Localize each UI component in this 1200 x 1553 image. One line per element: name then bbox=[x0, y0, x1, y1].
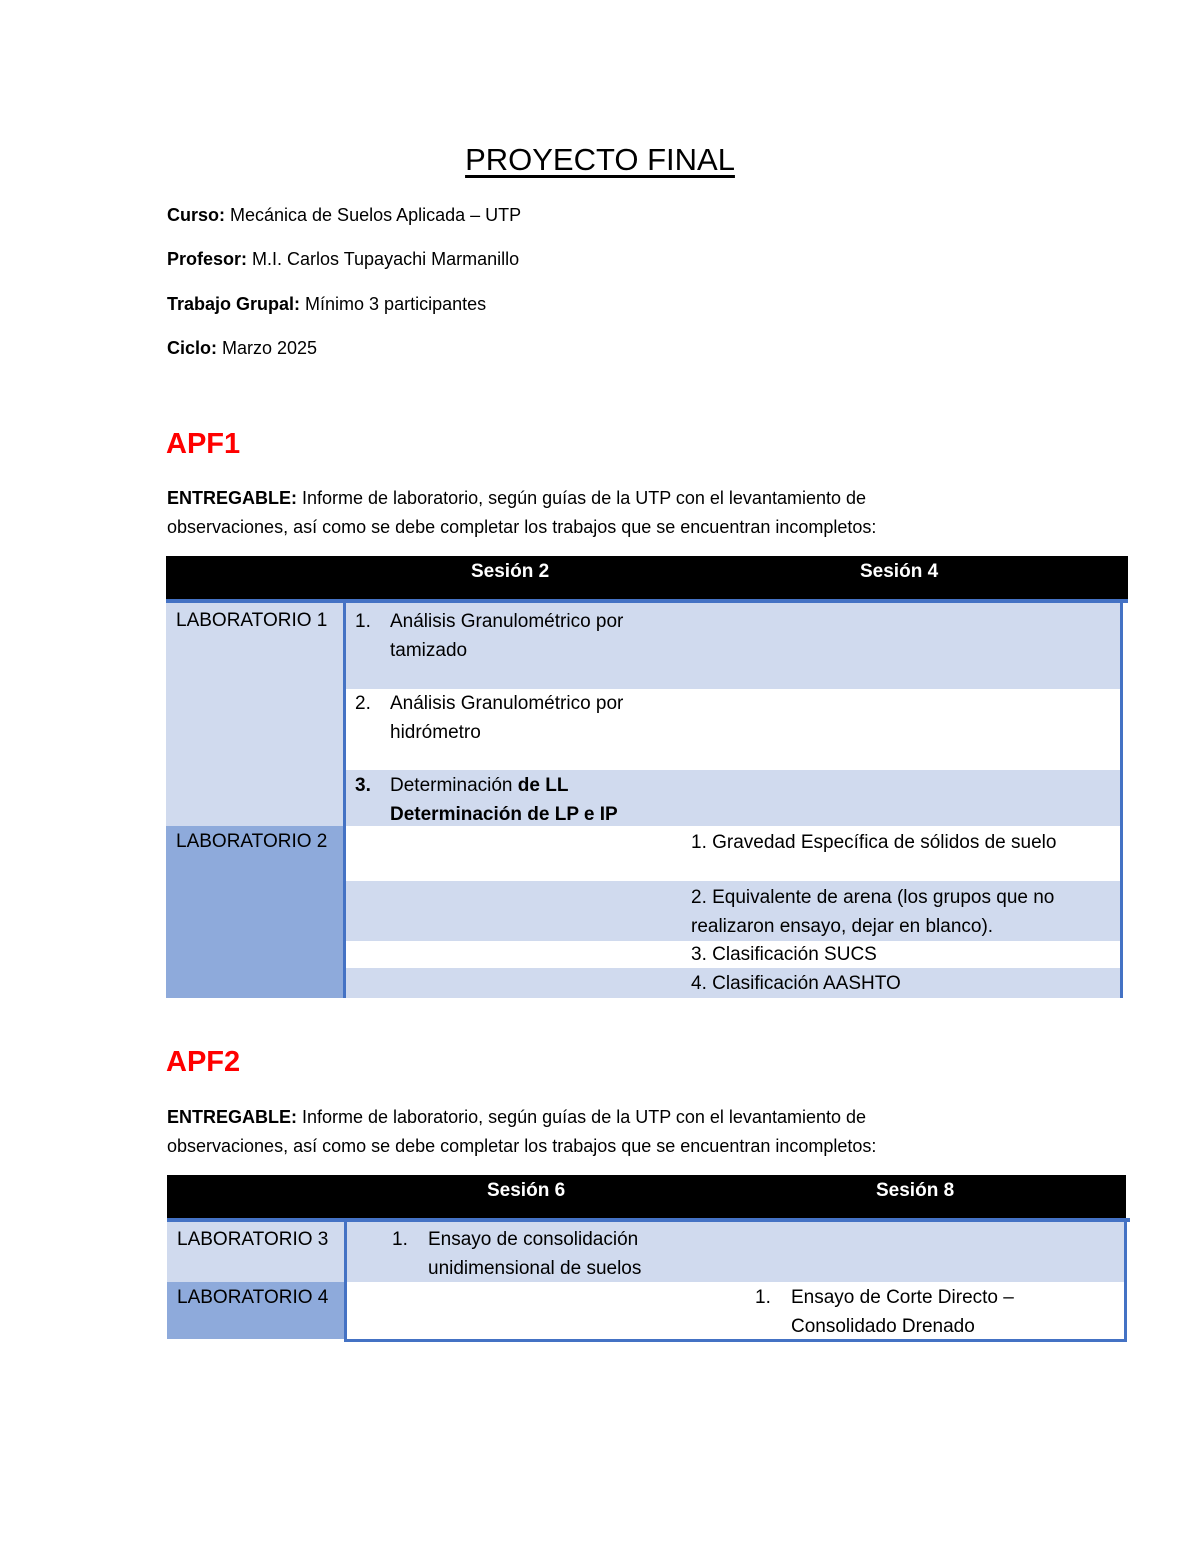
s2-item-2: Análisis Granulométrico por hidrómetro bbox=[390, 693, 624, 743]
lab3-item-number: 1. bbox=[392, 1229, 408, 1250]
meta-ciclo: Ciclo: Marzo 2025 bbox=[167, 338, 318, 358]
s4-item-1: 1. Gravedad Específica de sólidos de suelo bbox=[691, 832, 1057, 853]
apf2-border-top bbox=[167, 1218, 1130, 1222]
lab1-label: LABORATORIO 1 bbox=[176, 610, 328, 631]
header-sesion-2: Sesión 2 bbox=[471, 561, 550, 582]
s4-item-3: 3. Clasificación SUCS bbox=[691, 944, 877, 965]
lab2-label: LABORATORIO 2 bbox=[176, 831, 328, 852]
s2-item-1-number: 1. bbox=[355, 611, 371, 632]
lab3-item: Ensayo de consolidación unidimensional de suelos bbox=[428, 1229, 642, 1279]
header-edge bbox=[1118, 556, 1128, 600]
meta-trabajo-grupal: Trabajo Grupal: Mínimo 3 participantes bbox=[167, 294, 487, 314]
meta-curso: Curso: Mecánica de Suelos Aplicada – UTP bbox=[167, 205, 522, 225]
apf1-table-header bbox=[166, 556, 1122, 599]
page-title: PROYECTO FINAL bbox=[465, 142, 735, 177]
header-sesion-8: Sesión 8 bbox=[876, 1180, 955, 1201]
apf1-border-top bbox=[166, 599, 1128, 603]
meta-profesor: Profesor: M.I. Carlos Tupayachi Marmanillo bbox=[167, 249, 520, 269]
s2-item-2-number: 2. bbox=[355, 693, 371, 714]
s2-item-3: Determinación de LL Determinación de LP e IP bbox=[390, 775, 618, 825]
apf2-border-left bbox=[344, 1222, 347, 1342]
lab1-cell bbox=[166, 602, 344, 826]
apf2-border-right bbox=[1124, 1222, 1127, 1342]
apf2-heading: APF2 bbox=[166, 1046, 241, 1078]
apf1-border-right bbox=[1120, 603, 1123, 998]
apf2-table-header bbox=[167, 1175, 1126, 1218]
s4-item-4: 4. Clasificación AASHTO bbox=[691, 973, 901, 994]
apf2-entregable: ENTREGABLE: Informe de laboratorio, según guías de la UTP con el levantamiento de observaciones, así como se debe completar los trabajos que se encuentran incompletos: bbox=[167, 1107, 877, 1156]
header-sesion-6: Sesión 6 bbox=[487, 1180, 566, 1201]
s2-item-3-number: 3. bbox=[355, 775, 371, 796]
apf1-border-inner bbox=[343, 603, 346, 998]
lab4-item: Ensayo de Corte Directo – Consolidado Drenado bbox=[791, 1287, 1014, 1337]
apf1-entregable: ENTREGABLE: Informe de laboratorio, según guías de la UTP con el levantamiento de observaciones, así como se debe completar los trabajos que se encuentran incompletos: bbox=[167, 488, 877, 537]
s2-item-1: Análisis Granulométrico por tamizado bbox=[390, 611, 624, 661]
lab3-label: LABORATORIO 3 bbox=[177, 1229, 329, 1250]
apf1-heading: APF1 bbox=[166, 428, 241, 460]
header-sesion-4: Sesión 4 bbox=[860, 561, 939, 582]
lab4-label: LABORATORIO 4 bbox=[177, 1287, 329, 1308]
lab4-item-number: 1. bbox=[755, 1287, 771, 1308]
s4-item-2: 2. Equivalente de arena (los grupos que no realizaron ensayo, dejar en blanco). bbox=[691, 887, 1055, 937]
